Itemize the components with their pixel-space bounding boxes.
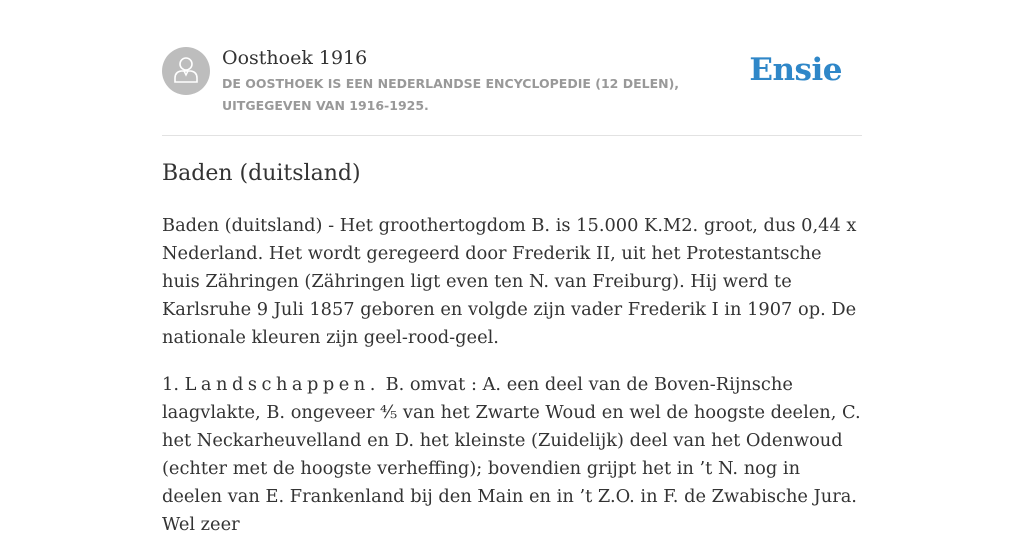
source-title[interactable]: Oosthoek 1916: [222, 47, 368, 69]
source-description: DE OOSTHOEK IS EEN NEDERLANDSE ENCYCLOPEDIE (12 DELEN), UITGEGEVEN VAN 1916-1925.: [222, 76, 680, 113]
section-number: 1.: [162, 374, 179, 395]
article: [162, 158, 864, 558]
section-heading: Landschappen.: [184, 374, 380, 395]
article-paragraph: Baden (duitsland) - Het groothertogdom B. is 15.000 K.M2. groot, dus 0,44 x Nederland. Het wordt geregeerd door Frederik II, uit het Protestantsche huis Zähringen (Zähringen ligt even ten N. van Freiburg). Hij werd te Karlsruhe 9 Juli 1857 geboren en volgde zijn vader Frederik I in 1907 op. De nationale kleuren zijn geel-rood-geel.: [162, 215, 857, 348]
avatar[interactable]: [162, 47, 210, 95]
article-paragraph-landschappen: [162, 371, 864, 539]
ensie-logo-link[interactable]: Ensie: [749, 52, 842, 88]
header-divider: [162, 135, 862, 136]
user-avatar-icon: [173, 55, 199, 88]
section-text: B. omvat : A. een deel van de Boven-Rijnsche laagvlakte, B. ongeveer ⅘ van het Zwarte Woud en wel de hoogste deelen, C. het Neckarheuvelland en D. het kleinste (Zuidelijk) deel van het Odenwoud (echter met de hoogste verheffing); bovendien grijpt het in ’t N. nog in deelen van E. Frankenland bij den Main en in ’t Z.O. in F. de Zwabische Jura. Wel zeer: [162, 374, 861, 535]
article-title: Baden (duitsland): [162, 161, 361, 186]
source-header: [162, 46, 862, 118]
